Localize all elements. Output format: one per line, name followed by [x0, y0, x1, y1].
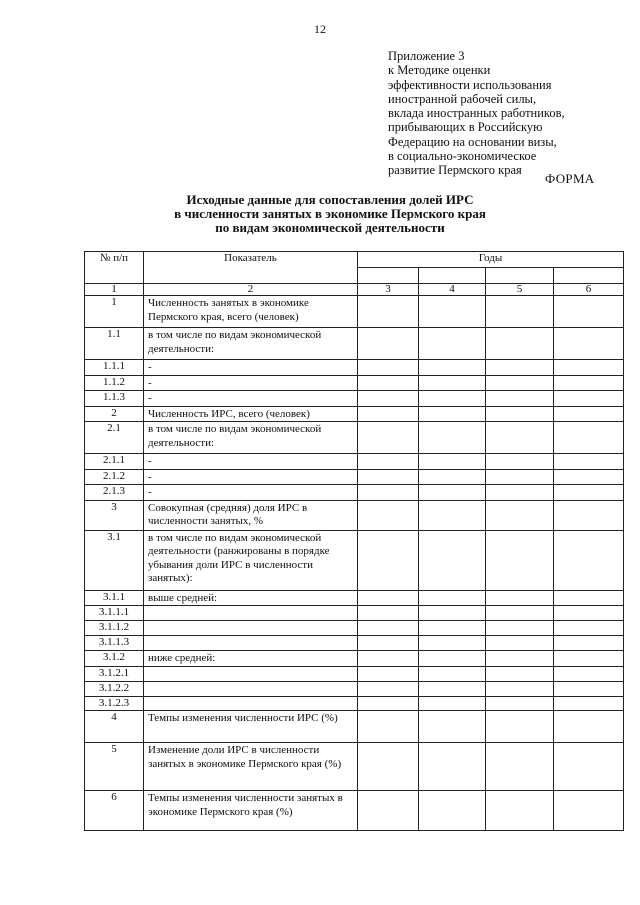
year-value-cell[interactable]	[419, 454, 486, 470]
row-number: 3.1.1.3	[85, 636, 144, 651]
table-row	[85, 422, 624, 454]
year-value-cell[interactable]	[419, 375, 486, 391]
year-value-cell[interactable]	[486, 391, 554, 407]
row-indicator: -	[144, 391, 358, 407]
table-row	[85, 485, 624, 501]
year-value-cell[interactable]	[358, 666, 419, 681]
table-row	[85, 391, 624, 407]
year-value-cell[interactable]	[554, 375, 624, 391]
year-value-cell[interactable]	[554, 711, 624, 743]
year-value-cell[interactable]	[358, 454, 419, 470]
year-value-cell[interactable]	[358, 485, 419, 501]
year-value-cell[interactable]	[486, 666, 554, 681]
row-number: 2	[85, 406, 144, 422]
year-value-cell[interactable]	[554, 406, 624, 422]
table-row	[85, 406, 624, 422]
appendix-line: эффективности использования	[388, 77, 552, 92]
title-line: в численности занятых в экономике Пермского края	[174, 206, 486, 221]
table-row	[85, 375, 624, 391]
column-number: 5	[486, 284, 554, 296]
header-years: Годы	[358, 252, 624, 268]
year-value-cell[interactable]	[486, 406, 554, 422]
row-indicator: Темпы изменения численности занятых в экономике Пермского края (%)	[144, 791, 358, 831]
column-numbers-row	[85, 284, 624, 296]
year-value-cell[interactable]	[486, 328, 554, 360]
year-value-cell[interactable]	[358, 469, 419, 485]
year-value-cell[interactable]	[358, 696, 419, 711]
year-value-cell[interactable]	[419, 711, 486, 743]
column-number: 3	[358, 284, 419, 296]
table-row	[85, 651, 624, 667]
row-number: 5	[85, 743, 144, 791]
year-value-cell[interactable]	[419, 360, 486, 376]
year-value-cell[interactable]	[358, 711, 419, 743]
row-indicator: в том числе по видам экономической деятельности:	[144, 328, 358, 360]
appendix-line: в социально-экономическое	[388, 149, 537, 164]
year-value-cell[interactable]	[554, 360, 624, 376]
row-number: 1.1.2	[85, 375, 144, 391]
appendix-line: вклада иностранных работников,	[388, 106, 565, 121]
row-indicator: -	[144, 485, 358, 501]
year-value-cell[interactable]	[358, 621, 419, 636]
row-indicator: Темпы изменения численности ИРС (%)	[144, 711, 358, 743]
year-value-cell[interactable]	[358, 530, 419, 590]
table-row	[85, 636, 624, 651]
year-value-cell[interactable]	[358, 791, 419, 831]
year-value-cell[interactable]	[486, 651, 554, 667]
year-value-cell[interactable]	[554, 651, 624, 667]
year-value-cell[interactable]	[358, 328, 419, 360]
row-number: 3.1.2.2	[85, 681, 144, 696]
year-value-cell[interactable]	[486, 375, 554, 391]
row-indicator: -	[144, 469, 358, 485]
table-row	[85, 791, 624, 831]
year-value-cell[interactable]	[554, 606, 624, 621]
year-value-cell[interactable]	[419, 606, 486, 621]
year-value-cell[interactable]	[419, 530, 486, 590]
table-row	[85, 530, 624, 590]
year-value-cell[interactable]	[486, 636, 554, 651]
year-value-cell[interactable]	[419, 469, 486, 485]
year-value-cell[interactable]	[554, 422, 624, 454]
year-value-cell[interactable]	[486, 469, 554, 485]
header-year-cell	[419, 268, 486, 284]
year-value-cell[interactable]	[419, 422, 486, 454]
column-number: 2	[144, 284, 358, 296]
row-number: 1.1	[85, 328, 144, 360]
year-value-cell[interactable]	[419, 636, 486, 651]
year-value-cell[interactable]	[358, 636, 419, 651]
year-value-cell[interactable]	[358, 375, 419, 391]
year-value-cell[interactable]	[419, 406, 486, 422]
appendix-line: к Методике оценки	[388, 63, 491, 78]
appendix-line: Приложение 3	[388, 49, 465, 63]
table-row	[85, 711, 624, 743]
year-value-cell[interactable]	[358, 590, 419, 606]
year-value-cell[interactable]	[419, 651, 486, 667]
year-value-cell[interactable]	[486, 681, 554, 696]
row-number: 3.1.2	[85, 651, 144, 667]
year-value-cell[interactable]	[554, 636, 624, 651]
row-number: 3.1.1.2	[85, 621, 144, 636]
year-value-cell[interactable]	[486, 360, 554, 376]
year-value-cell[interactable]	[554, 791, 624, 831]
year-value-cell[interactable]	[419, 681, 486, 696]
header-year-cell	[486, 268, 554, 284]
column-number: 1	[85, 284, 144, 296]
row-indicator	[144, 606, 358, 621]
form-label: ФОРМА	[545, 171, 595, 186]
document-title	[0, 193, 640, 235]
row-indicator	[144, 681, 358, 696]
year-value-cell[interactable]	[486, 791, 554, 831]
header-year-cell	[358, 268, 419, 284]
year-value-cell[interactable]	[554, 681, 624, 696]
row-indicator: ниже средней:	[144, 651, 358, 667]
row-number: 2.1.1	[85, 454, 144, 470]
year-value-cell[interactable]	[554, 696, 624, 711]
year-value-cell[interactable]	[358, 422, 419, 454]
year-value-cell[interactable]	[358, 500, 419, 530]
row-number: 3	[85, 500, 144, 530]
year-value-cell[interactable]	[554, 590, 624, 606]
row-indicator: Совокупная (средняя) доля ИРС в численности занятых, %	[144, 500, 358, 530]
table-row	[85, 500, 624, 530]
appendix-line: развитие Пермского края	[388, 163, 522, 178]
year-value-cell[interactable]	[358, 681, 419, 696]
row-indicator: выше средней:	[144, 590, 358, 606]
year-value-cell[interactable]	[358, 606, 419, 621]
year-value-cell[interactable]	[554, 391, 624, 407]
row-indicator: -	[144, 360, 358, 376]
title-line: по видам экономической деятельности	[215, 220, 445, 235]
header-indicator: Показатель	[144, 252, 358, 284]
appendix-line: прибывающих в Российскую	[388, 120, 543, 135]
table-row	[85, 469, 624, 485]
year-value-cell[interactable]	[554, 500, 624, 530]
table-row	[85, 696, 624, 711]
year-value-cell[interactable]	[554, 743, 624, 791]
row-indicator: в том числе по видам экономической деятельности:	[144, 422, 358, 454]
row-indicator: -	[144, 454, 358, 470]
row-number: 3.1	[85, 530, 144, 590]
year-value-cell[interactable]	[554, 469, 624, 485]
page-number: 12	[314, 22, 326, 36]
year-value-cell[interactable]	[419, 791, 486, 831]
row-indicator: в том числе по видам экономической деятельности (ранжированы в порядке убывания доли ИРС в численности занятых):	[144, 530, 358, 590]
table-row	[85, 743, 624, 791]
row-indicator	[144, 696, 358, 711]
appendix-block	[388, 49, 628, 178]
year-value-cell[interactable]	[358, 296, 419, 328]
year-value-cell[interactable]	[358, 651, 419, 667]
year-value-cell[interactable]	[486, 606, 554, 621]
row-indicator: -	[144, 375, 358, 391]
appendix-line: иностранной рабочей силы,	[388, 91, 537, 106]
year-value-cell[interactable]	[554, 485, 624, 501]
row-indicator	[144, 666, 358, 681]
column-number: 4	[419, 284, 486, 296]
row-number: 4	[85, 711, 144, 743]
year-value-cell[interactable]	[554, 328, 624, 360]
row-number: 1	[85, 296, 144, 328]
row-number: 6	[85, 791, 144, 831]
table-row	[85, 360, 624, 376]
year-value-cell[interactable]	[554, 666, 624, 681]
year-value-cell[interactable]	[486, 711, 554, 743]
year-value-cell[interactable]	[358, 391, 419, 407]
year-value-cell[interactable]	[419, 743, 486, 791]
row-number: 2.1.3	[85, 485, 144, 501]
year-value-cell[interactable]	[486, 696, 554, 711]
row-number: 3.1.1	[85, 590, 144, 606]
table-row	[85, 590, 624, 606]
year-value-cell[interactable]	[554, 621, 624, 636]
row-number: 1.1.3	[85, 391, 144, 407]
appendix-line: Федерацию на основании визы,	[388, 134, 557, 149]
row-indicator: Изменение доли ИРС в численности занятых в экономике Пермского края (%)	[144, 743, 358, 791]
year-value-cell[interactable]	[419, 500, 486, 530]
row-number: 2.1	[85, 422, 144, 454]
year-value-cell[interactable]	[486, 590, 554, 606]
year-value-cell[interactable]	[419, 696, 486, 711]
table-row	[85, 681, 624, 696]
row-indicator	[144, 636, 358, 651]
year-value-cell[interactable]	[554, 454, 624, 470]
year-value-cell[interactable]	[486, 454, 554, 470]
indicators-table	[84, 251, 624, 831]
year-value-cell[interactable]	[486, 743, 554, 791]
row-indicator	[144, 621, 358, 636]
year-value-cell[interactable]	[419, 328, 486, 360]
table-row	[85, 296, 624, 328]
header-number: № п/п	[85, 252, 144, 284]
row-number: 3.1.2.3	[85, 696, 144, 711]
year-value-cell[interactable]	[486, 500, 554, 530]
row-number: 2.1.2	[85, 469, 144, 485]
row-number: 1.1.1	[85, 360, 144, 376]
year-value-cell[interactable]	[486, 485, 554, 501]
year-value-cell[interactable]	[419, 485, 486, 501]
header-year-cell	[554, 268, 624, 284]
table-row	[85, 454, 624, 470]
year-value-cell[interactable]	[419, 391, 486, 407]
title-line: Исходные данные для сопоставления долей ИРС	[186, 192, 474, 207]
year-value-cell[interactable]	[358, 743, 419, 791]
table-row	[85, 621, 624, 636]
year-value-cell[interactable]	[486, 530, 554, 590]
row-indicator: Численность занятых в экономике Пермского края, всего (человек)	[144, 296, 358, 328]
year-value-cell[interactable]	[419, 666, 486, 681]
row-indicator: Численность ИРС, всего (человек)	[144, 406, 358, 422]
year-value-cell[interactable]	[486, 621, 554, 636]
year-value-cell[interactable]	[419, 590, 486, 606]
year-value-cell[interactable]	[554, 530, 624, 590]
table-row	[85, 328, 624, 360]
year-value-cell[interactable]	[419, 296, 486, 328]
table-body	[85, 296, 624, 831]
year-value-cell[interactable]	[486, 422, 554, 454]
column-number: 6	[554, 284, 624, 296]
year-value-cell[interactable]	[358, 360, 419, 376]
table-row	[85, 666, 624, 681]
year-value-cell[interactable]	[554, 296, 624, 328]
row-number: 3.1.2.1	[85, 666, 144, 681]
table-row	[85, 606, 624, 621]
year-value-cell[interactable]	[486, 296, 554, 328]
year-value-cell[interactable]	[358, 406, 419, 422]
row-number: 3.1.1.1	[85, 606, 144, 621]
year-value-cell[interactable]	[419, 621, 486, 636]
